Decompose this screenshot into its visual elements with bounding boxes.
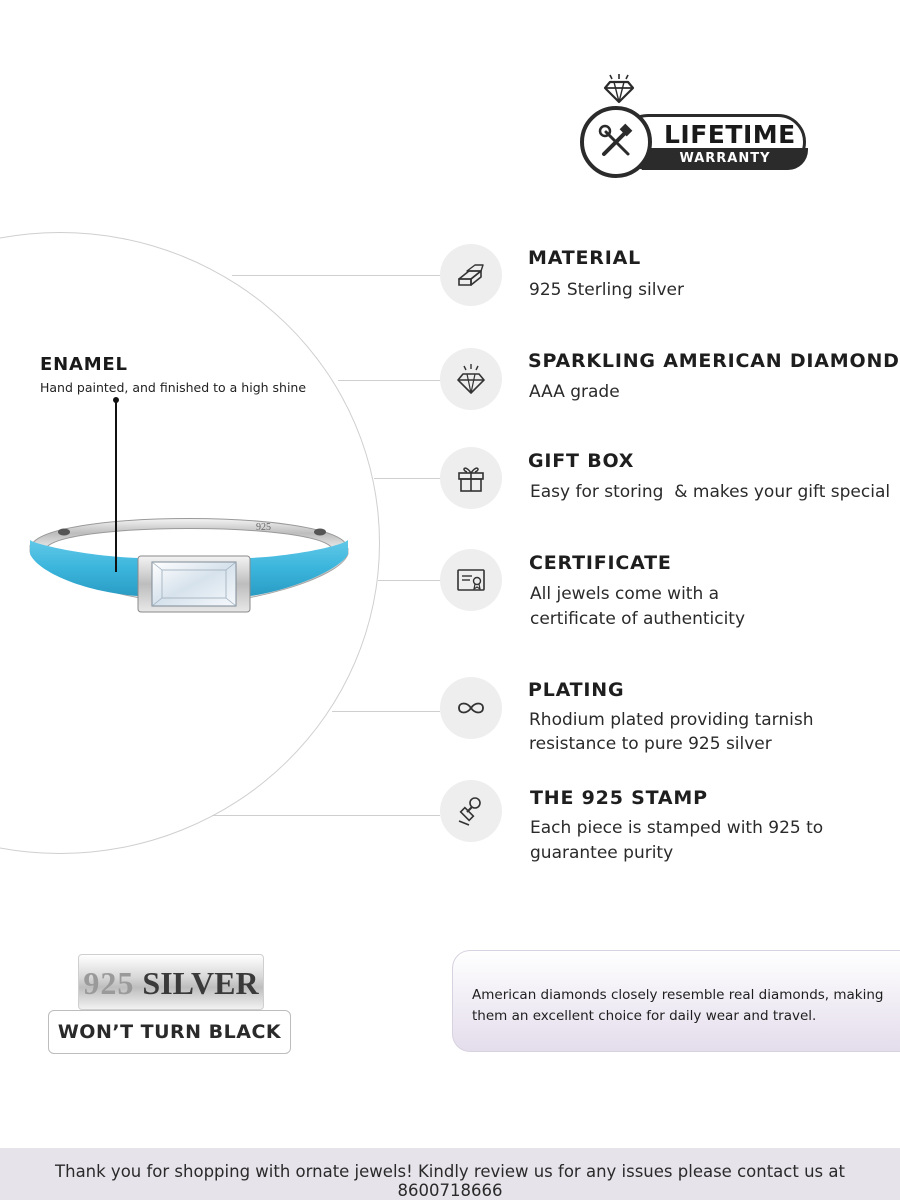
stamp-icon-circle bbox=[440, 780, 502, 842]
feature-desc-stamp-line1: Each piece is stamped with 925 to bbox=[530, 818, 824, 838]
feature-desc-stamp-line2: guarantee purity bbox=[530, 843, 674, 863]
feature-desc-material: 925 Sterling silver bbox=[529, 280, 684, 300]
feature-desc-diamond: AAA grade bbox=[529, 382, 620, 402]
stamp-icon bbox=[453, 793, 489, 829]
silver-number: 925 bbox=[83, 965, 135, 1001]
plating-icon-circle bbox=[440, 677, 502, 739]
silver-925-badge bbox=[78, 954, 264, 1010]
material-icon-circle bbox=[440, 244, 502, 306]
feature-title-material: MATERIAL bbox=[528, 247, 641, 269]
feature-desc-plating-line1: Rhodium plated providing tarnish bbox=[529, 710, 814, 730]
connector-line bbox=[374, 478, 440, 479]
feature-desc-certificate-line1: All jewels come with a bbox=[530, 584, 720, 604]
silver-bars-icon bbox=[453, 257, 489, 293]
connector-line bbox=[338, 380, 440, 381]
connector-line bbox=[378, 580, 440, 581]
feature-title-gift-box: GIFT BOX bbox=[528, 450, 635, 472]
infinity-icon bbox=[453, 690, 489, 726]
tools-icon bbox=[596, 122, 636, 162]
gift-box-icon-circle bbox=[440, 447, 502, 509]
diamond-icon bbox=[602, 74, 636, 104]
gift-box-icon bbox=[453, 460, 489, 496]
note-text: American diamonds closely resemble real diamonds, making them an excellent choice for daily wear and travel. bbox=[472, 987, 884, 1024]
diamond-icon bbox=[453, 361, 489, 397]
feature-desc-gift-box: Easy for storing & makes your gift special bbox=[530, 482, 891, 502]
feature-desc-certificate-line2: certificate of authenticity bbox=[530, 609, 746, 629]
diamond-icon-circle bbox=[440, 348, 502, 410]
certificate-icon bbox=[453, 562, 489, 598]
enamel-title: ENAMEL bbox=[40, 354, 128, 375]
connector-line bbox=[232, 275, 440, 276]
feature-title-plating: PLATING bbox=[528, 679, 625, 701]
feature-title-diamond: SPARKLING AMERICAN DIAMOND bbox=[528, 350, 900, 372]
feature-title-certificate: CERTIFICATE bbox=[529, 552, 672, 574]
enamel-pointer-line bbox=[115, 402, 117, 572]
warranty-title: LIFETIME bbox=[664, 120, 796, 149]
certificate-icon-circle bbox=[440, 549, 502, 611]
feature-desc-plating-line2: resistance to pure 925 silver bbox=[529, 734, 772, 754]
silver-word: SILVER bbox=[142, 965, 259, 1001]
ring-stamp-text: 925 bbox=[256, 522, 271, 533]
tools-badge bbox=[580, 106, 652, 178]
feature-title-stamp: THE 925 STAMP bbox=[530, 787, 708, 809]
connector-line bbox=[332, 711, 440, 712]
lifetime-warranty-badge bbox=[578, 72, 810, 184]
warranty-subtitle: WARRANTY bbox=[642, 148, 808, 170]
enamel-ring-image bbox=[24, 500, 364, 620]
footer-text: Thank you for shopping with ornate jewels! Kindly review us for any issues please contact us at 8600718666 bbox=[55, 1162, 845, 1200]
enamel-description: Hand painted, and finished to a high shine bbox=[40, 380, 307, 395]
wont-turn-black-badge: WON’T TURN BLACK bbox=[48, 1010, 291, 1054]
connector-line bbox=[212, 815, 440, 816]
